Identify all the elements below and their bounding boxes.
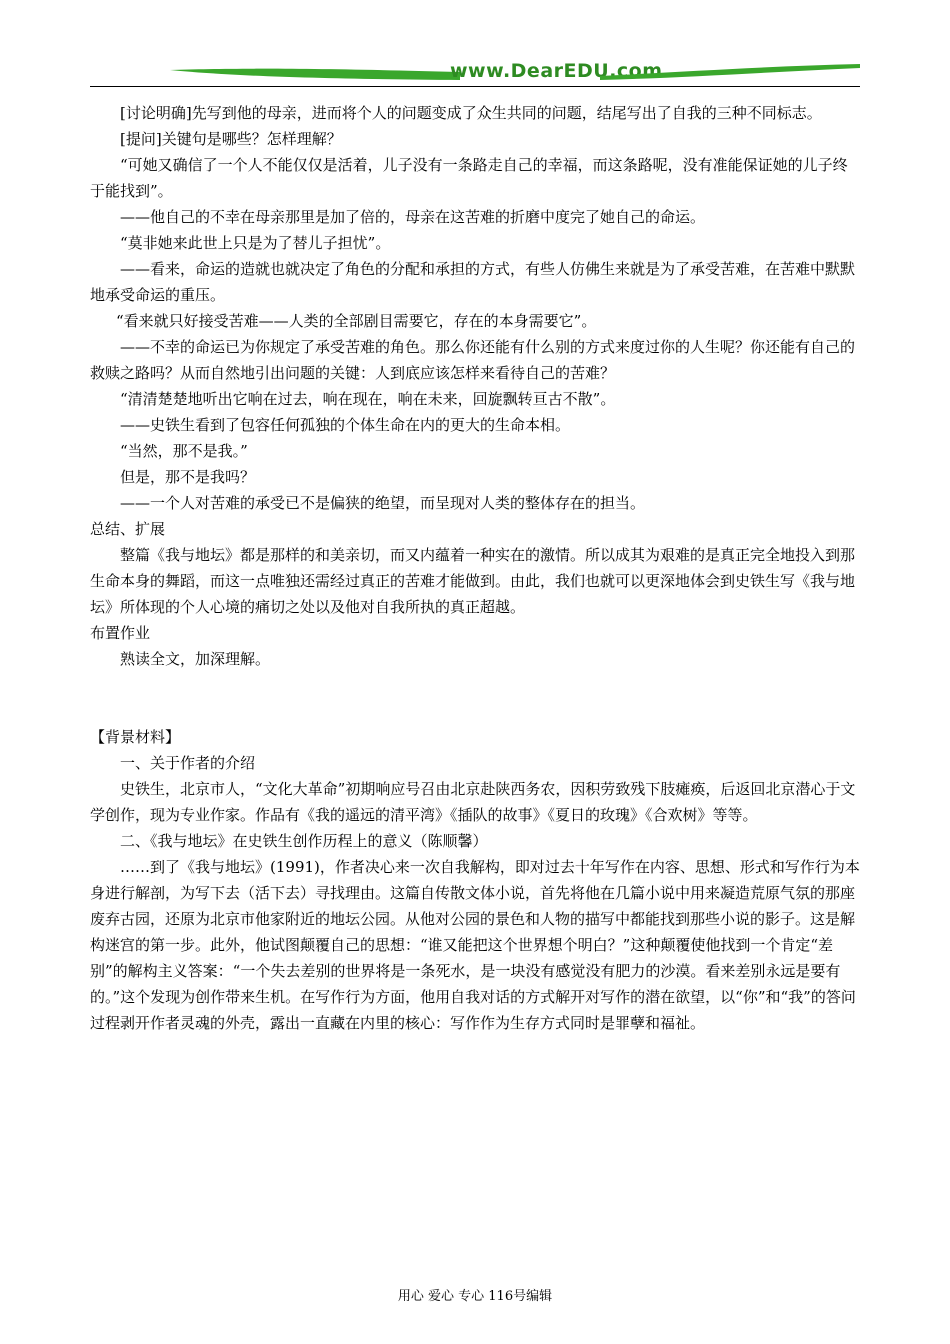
- green-swoosh-left: [170, 66, 460, 82]
- background-section1-title: 一、关于作者的介绍: [120, 754, 256, 772]
- paragraph: 但是，那不是我吗？: [120, 468, 256, 486]
- document-body: [90, 100, 860, 1036]
- paragraph: ——一个人对苦难的承受已不是偏狭的绝望，而呈现对人类的整体存在的担当。: [120, 494, 646, 512]
- quote-paragraph: “莫非她来此世上只是为了替儿子担忧”。: [120, 234, 391, 252]
- background-section1-text: 史铁生，北京市人，“文化大革命”初期响应号召由北京赴陕西务农，因积劳致残下肢瘫痪，后返回北京潜心于文学创作，现为专业作家。作品有《我的遥远的清平湾》《插队的故事》《夏日的玫瑰》《合欢树》等等。: [90, 780, 856, 824]
- paragraph: [提问]关键句是哪些？怎样理解？: [120, 130, 342, 148]
- homework-text: 熟读全文，加深理解。: [120, 650, 271, 668]
- site-logo-text: www.DearEDU.com: [450, 60, 663, 82]
- paragraph: [讨论明确]先写到他的母亲，进而将个人的问题变成了众生共同的问题，结尾写出了自我的三种不同标志。: [120, 104, 822, 122]
- background-section2-text: ……到了《我与地坛》(1991)，作者决心来一次自我解构，即对过去十年写作在内容、思想、形式和写作行为本身进行解剖，为写下去（活下去）寻找理由。这篇自传散文体小说，首先将他在几篇小说中用来凝造荒原气氛的那座废弃古园，还原为北京市他家附近的地坛公园。从他对公园的景色和人物的描写中都能找到那些小说的影子。这是解构迷宫的第一步。此外，他试图颠覆自己的思想：“谁又能把这个世界想个明白？”这种颠覆使他找到一个肯定“差别”的解构主义答案：“一个失去差别的世界将是一条死水，是一块没有感觉没有肥力的沙漠。看来差别永远是要有的。”这个发现为创作带来生机。在写作行为方面，他用自我对话的方式解开对写作的潜在欲望，以“你”和“我”的答问过程剥开作者灵魂的外壳，露出一直藏在内里的核心：写作作为生存方式同时是罪孽和福祉。: [90, 858, 860, 1032]
- header-rule: [90, 86, 860, 87]
- green-swoosh-right: [600, 62, 860, 80]
- summary-heading: 总结、扩展: [90, 520, 166, 538]
- quote-paragraph: “看来就只好接受苦难——人类的全部剧目需要它，存在的本身需要它”。: [116, 312, 597, 330]
- paragraph: ——看来，命运的造就也就决定了角色的分配和承担的方式，有些人仿佛生来就是为了承受苦难，在苦难中默默地承受命运的重压。: [90, 260, 856, 304]
- quote-paragraph: “可她又确信了一个人不能仅仅是活着，儿子没有一条路走自己的幸福，而这条路呢，没有准能保证她的儿子终于能找到”。: [90, 156, 848, 200]
- section-spacer: [90, 672, 860, 724]
- paragraph: ——不幸的命运已为你规定了承受苦难的角色。那么你还能有什么别的方式来度过你的人生呢？你还能有自己的救赎之路吗？从而自然地引出问题的关键：人到底应该怎样来看待自己的苦难？: [90, 338, 856, 382]
- page-header: [90, 58, 860, 90]
- paragraph: ——史铁生看到了包容任何孤独的个体生命在内的更大的生命本相。: [120, 416, 571, 434]
- quote-paragraph: “当然，那不是我。”: [120, 442, 248, 460]
- homework-heading: 布置作业: [90, 624, 151, 642]
- background-heading: 【背景材料】: [90, 728, 181, 746]
- quote-paragraph: “清清楚楚地听出它响在过去，响在现在，响在未来，回旋飘转亘古不散”。: [120, 390, 616, 408]
- background-section2-title: 二、《我与地坛》在史铁生创作历程上的意义（陈顺馨）: [120, 832, 488, 850]
- summary-text: 整篇《我与地坛》都是那样的和美亲切，而又内蕴着一种实在的激情。所以成其为艰难的是真正完全地投入到那生命本身的舞蹈，而这一点唯独还需经过真正的苦难才能做到。由此，我们也就可以更深地体会到史铁生写《我与地坛》所体现的个人心境的痛切之处以及他对自我所执的真正超越。: [90, 546, 856, 616]
- page-footer: 用心 爱心 专心 116号编辑: [397, 1289, 553, 1304]
- paragraph: ——他自己的不幸在母亲那里是加了倍的，母亲在这苦难的折磨中度完了她自己的命运。: [120, 208, 706, 226]
